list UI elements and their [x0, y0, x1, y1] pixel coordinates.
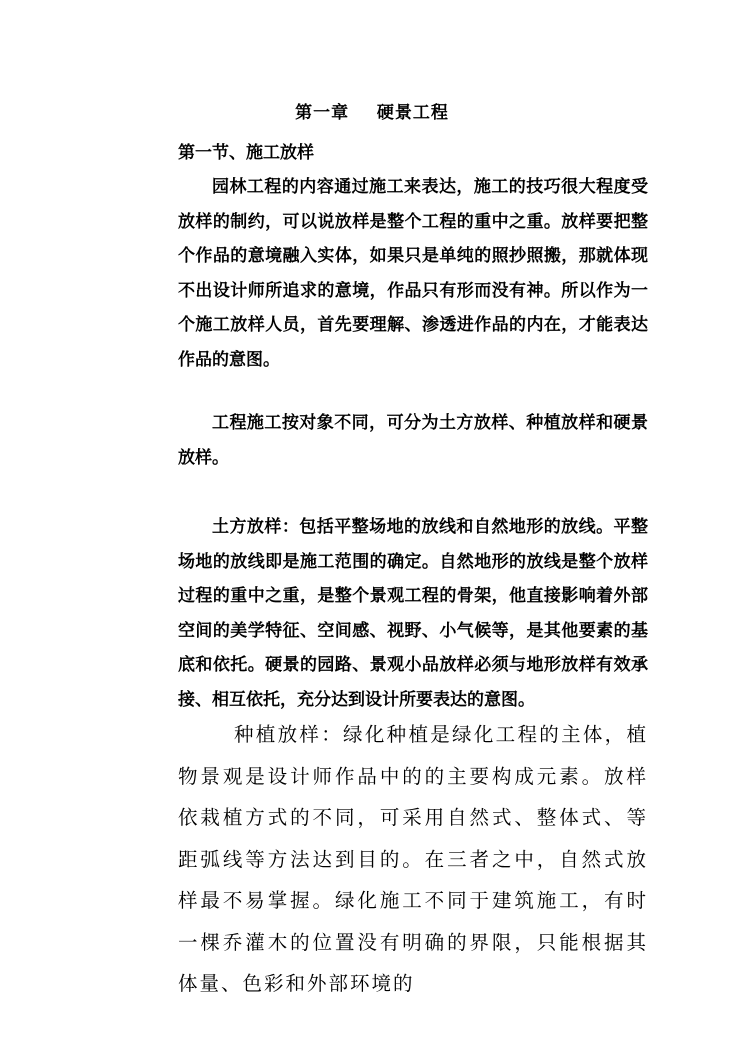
paragraph-planting-staking: 种植放样：绿化种植是绿化工程的主体，植物景观是设计师作品中的的主要构成元素。放样依栽植方式的不同，可采用自然式、整体式、等距弧线等方法达到目的。在三者之中，自然式放样最不易掌握。绿化施工不同于建筑施工，有时一棵乔灌木的位置没有明确的界限，只能根据其体量、色彩和外部环境的 [178, 723, 648, 995]
paragraph-intro: 园林工程的内容通过施工来表达，施工的技巧很大程度受放样的制约，可以说放样是整个工程的重中之重。放样要把整个作品的意境融入实体，如果只是单纯的照抄照搬，那就体现不出设计师所追求的意境，作品只有形而没有神。所以作为一个施工放样人员，首先要理解、渗透进作品的内在，才能表达作品的意图。 [178, 177, 648, 370]
paragraph-classification: 工程施工按对象不同，可分为土方放样、种植放样和硬景放样。 [178, 413, 648, 468]
section-title: 第一节、施工放样 [178, 143, 314, 163]
paragraph-earthwork-staking: 土方放样：包括平整场地的放线和自然地形的放线。平整场地的放线即是施工范围的确定。自然地形的放线是整个放样过程的重中之重，是整个景观工程的骨架，他直接影响着外部空间的美学特征、空间感、视野、小气候等，是其他要素的基底和依托。硬景的园路、景观小品放样必须与地形放样有效承接、相互依托，充分达到设计所要表达的意图。 [178, 517, 648, 710]
chapter-title: 第一章 硬景工程 [295, 103, 449, 123]
